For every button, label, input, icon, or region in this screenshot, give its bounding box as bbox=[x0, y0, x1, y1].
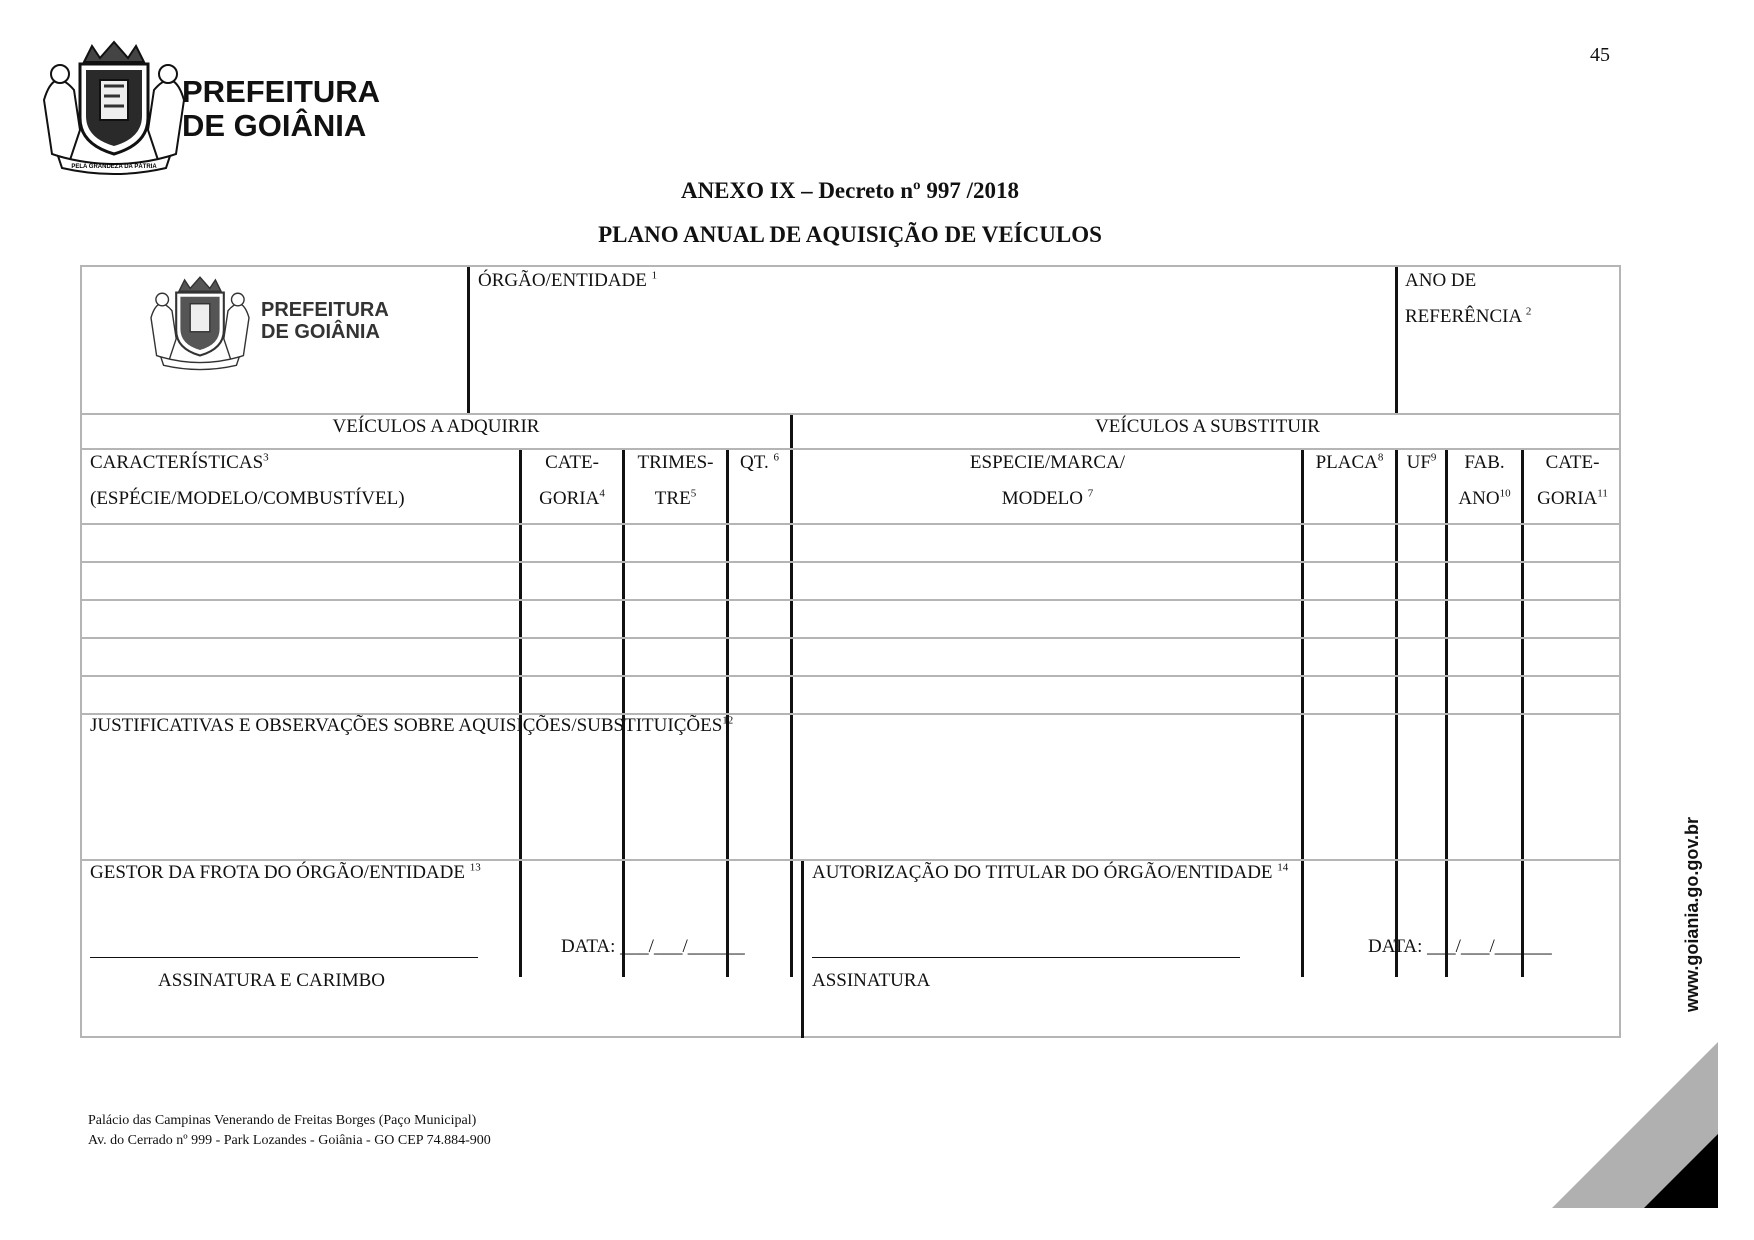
gestor-signature-line[interactable] bbox=[90, 957, 478, 958]
col-trimestre-line1: TRIMES- bbox=[637, 452, 714, 473]
gestor-frota-label: GESTOR DA FROTA DO ÓRGÃO/ENTIDADE $^{13}$ bbox=[90, 861, 481, 883]
footer-address-line2: Av. do Cerrado nº 999 - Park Lozandes - Goiânia - GO CEP 74.884-900 bbox=[88, 1133, 491, 1148]
document-title: ANEXO IX – Decreto nº 997 /2018 bbox=[680, 178, 1020, 203]
justificativas-label: JUSTIFICATIVAS E OBSERVAÇÕES SOBRE AQUISIÇÕES/SUBSTITUIÇÕES$^{12}$ bbox=[90, 714, 734, 736]
autorizacao-signature-label: ASSINATURA bbox=[812, 970, 931, 991]
col-categoria2-line2: GORIA$^{11}$ bbox=[1537, 487, 1608, 509]
table-row bbox=[82, 599, 1619, 601]
website-vertical: www.goiania.go.gov.br bbox=[1682, 816, 1702, 1012]
table-row bbox=[82, 675, 1619, 677]
col-fab-line1: FAB. bbox=[1464, 452, 1505, 473]
ano-referencia-label-1: ANO DE bbox=[1405, 270, 1477, 291]
logo-motto: PELA GRANDEZA DA PÁTRIA bbox=[71, 164, 157, 170]
col-qt: QT. $^6$ bbox=[740, 451, 779, 473]
col-categoria2-line1: CATE- bbox=[1545, 452, 1600, 473]
col-categoria-line2: GORIA$^4$ bbox=[539, 487, 605, 509]
col-caracteristicas-line2: (ESPÉCIE/MODELO/COMBUSTÍVEL) bbox=[90, 488, 405, 509]
document-subtitle: PLANO ANUAL DE AQUISIÇÃO DE VEÍCULOS bbox=[598, 222, 1102, 247]
autorizacao-titular-label: AUTORIZAÇÃO DO TITULAR DO ÓRGÃO/ENTIDADE $^{14}$ bbox=[812, 861, 1289, 883]
form-brand-line1: PREFEITURA bbox=[261, 299, 389, 321]
orgao-entidade-label: ÓRGÃO/ENTIDADE $^1$ bbox=[478, 269, 658, 291]
col-trimestre-line2: TRE$^5$ bbox=[654, 487, 697, 509]
prefeitura-logo bbox=[34, 40, 414, 175]
form-brand-line2: DE GOIÂNIA bbox=[261, 321, 380, 343]
vehicle-plan-form bbox=[80, 265, 1621, 1038]
autorizacao-signature-line[interactable] bbox=[812, 957, 1240, 958]
col-uf: $UF^9$ bbox=[1406, 451, 1437, 473]
col-placa: PLACA$^8$ bbox=[1315, 451, 1384, 473]
table-row bbox=[82, 637, 1619, 639]
page-number: 45 bbox=[1590, 44, 1610, 66]
col-fab-line2: ANO$^{10}$ bbox=[1458, 487, 1511, 509]
footer-address-line1: Palácio das Campinas Venerando de Freitas Borges (Paço Municipal) bbox=[88, 1113, 477, 1128]
coat-of-arms-small-icon bbox=[144, 271, 256, 375]
coat-of-arms-icon bbox=[34, 40, 194, 175]
section-veiculos-substituir: VEÍCULOS A SUBSTITUIR bbox=[1095, 416, 1320, 437]
table-row bbox=[82, 561, 1619, 563]
autorizacao-date[interactable]: DATA: ___/___/______ bbox=[1368, 936, 1552, 957]
col-categoria-line1: CATE- bbox=[545, 452, 599, 473]
col-caracteristicas-line1: CARACTERÍSTICAS$^3$ bbox=[90, 451, 269, 473]
corner-triangle-decoration bbox=[1552, 1042, 1718, 1208]
section-veiculos-adquirir: VEÍCULOS A ADQUIRIR bbox=[332, 416, 540, 437]
form-logo bbox=[144, 271, 389, 411]
ano-referencia-label-2: REFERÊNCIA $^2$ bbox=[1405, 305, 1532, 327]
gestor-date[interactable]: DATA: ___/___/______ bbox=[561, 936, 745, 957]
col-especie-line1: ESPECIE/MARCA/ bbox=[969, 452, 1126, 473]
table-row bbox=[82, 523, 1619, 525]
gestor-signature-label: ASSINATURA E CARIMBO bbox=[158, 970, 385, 991]
col-especie-line2: MODELO $^7$ bbox=[1001, 487, 1094, 509]
brand-line1: PREFEITURA bbox=[182, 74, 381, 109]
brand-line2: DE GOIÂNIA bbox=[182, 108, 367, 143]
